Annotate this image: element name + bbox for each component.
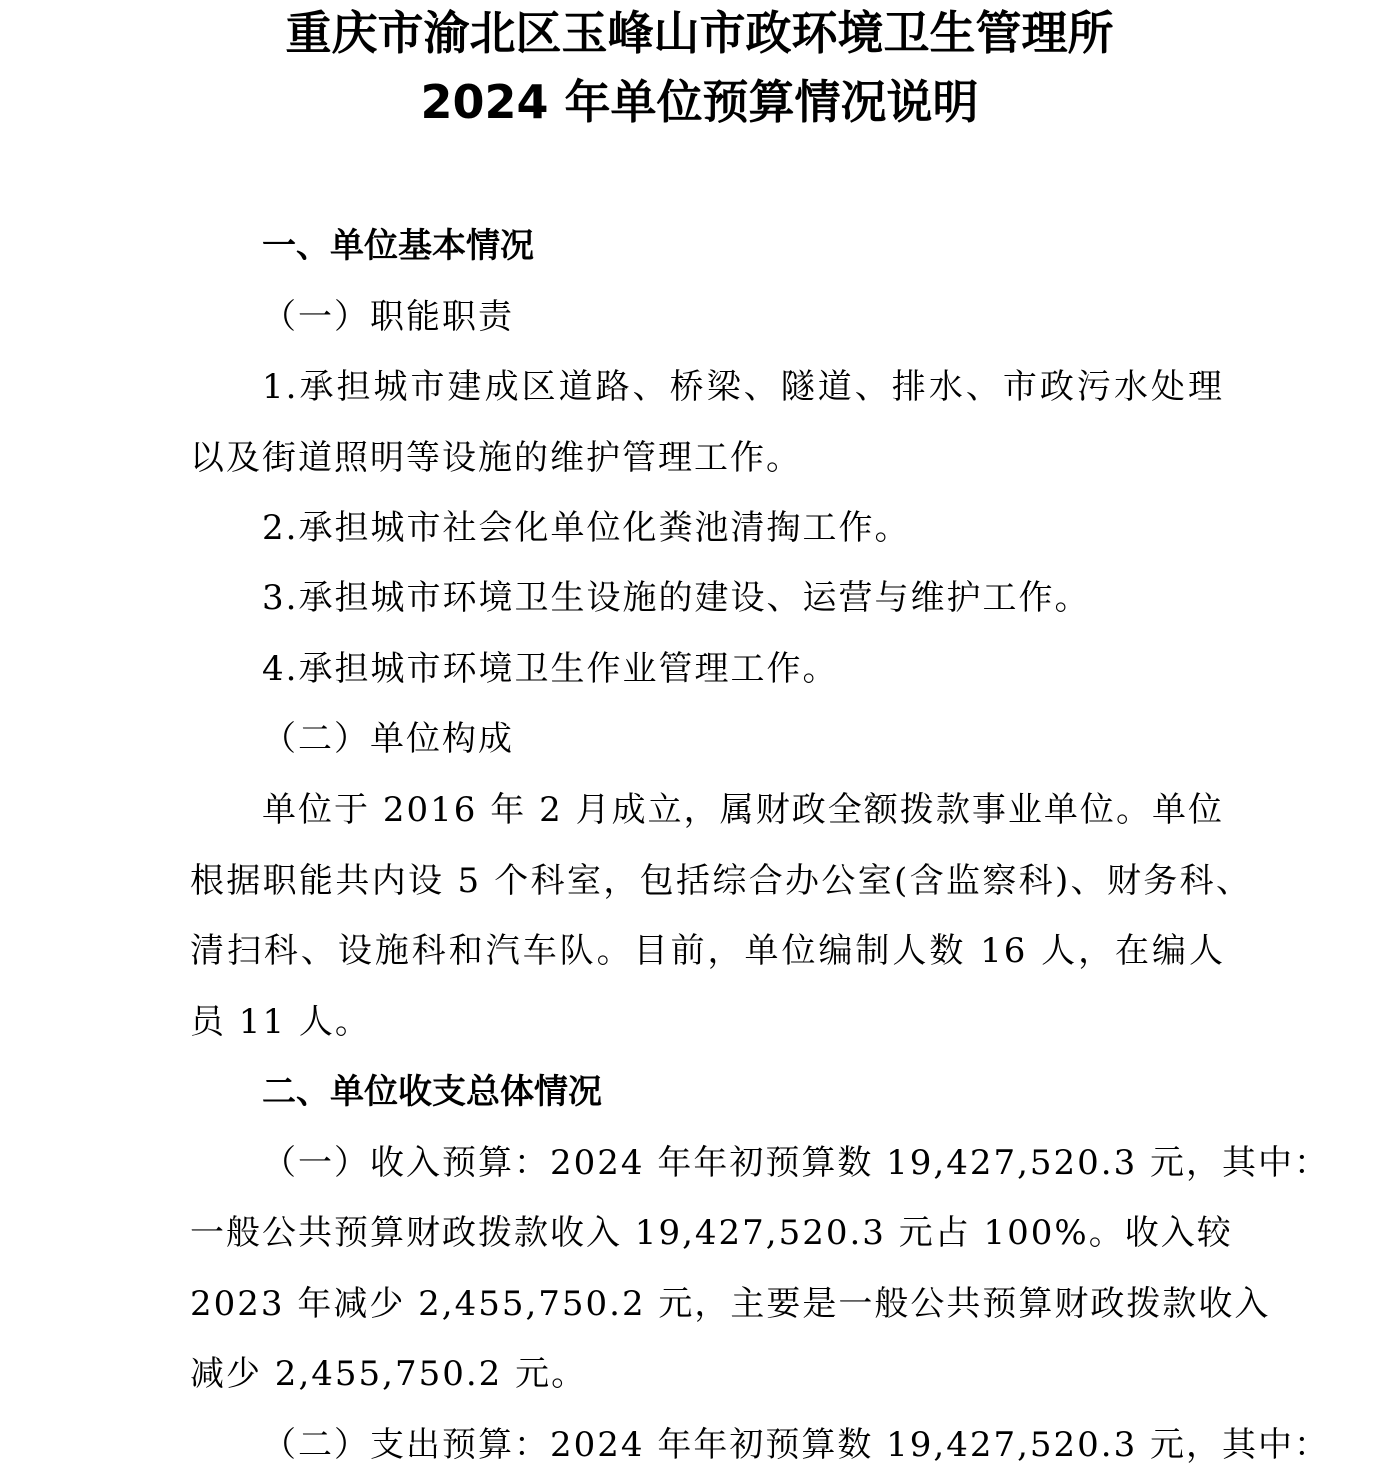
section-heading-basic-info: 一、单位基本情况 bbox=[262, 226, 534, 266]
subheading-composition: （二）单位构成 bbox=[262, 719, 514, 759]
paragraph-line: （一）收入预算：2024 年年初预算数 19,427,520.3 元，其中： bbox=[262, 1143, 1331, 1183]
subheading-functions: （一）职能职责 bbox=[262, 297, 514, 337]
paragraph-line: 清扫科、设施科和汽车队。目前，单位编制人数 16 人，在编人 bbox=[190, 931, 1225, 971]
paragraph-line: 4.承担城市环境卫生作业管理工作。 bbox=[262, 649, 839, 689]
paragraph-line: （二）支出预算：2024 年年初预算数 19,427,520.3 元，其中： bbox=[262, 1425, 1331, 1465]
document-title-line-2: 2024 年单位预算情况说明 bbox=[420, 75, 979, 129]
section-heading-income-expenditure: 二、单位收支总体情况 bbox=[262, 1072, 602, 1112]
paragraph-line: 以及街道照明等设施的维护管理工作。 bbox=[190, 438, 802, 478]
paragraph-line: 3.承担城市环境卫生设施的建设、运营与维护工作。 bbox=[262, 578, 1091, 618]
paragraph-line: 1.承担城市建成区道路、桥梁、隧道、排水、市政污水处理 bbox=[262, 367, 1224, 407]
paragraph-line: 2.承担城市社会化单位化粪池清掏工作。 bbox=[262, 508, 911, 548]
paragraph-line: 员 11 人。 bbox=[190, 1002, 371, 1042]
document-title-line-1: 重庆市渝北区玉峰山市政环境卫生管理所 bbox=[285, 6, 1114, 60]
paragraph-line: 减少 2,455,750.2 元。 bbox=[190, 1354, 588, 1394]
paragraph-line: 2023 年减少 2,455,750.2 元，主要是一般公共预算财政拨款收入 bbox=[190, 1284, 1271, 1324]
paragraph-line: 根据职能共内设 5 个科室，包括综合办公室(含监察科)、财务科、 bbox=[190, 861, 1252, 901]
paragraph-line: 单位于 2016 年 2 月成立，属财政全额拨款事业单位。单位 bbox=[262, 790, 1224, 830]
paragraph-line: 一般公共预算财政拨款收入 19,427,520.3 元占 100%。收入较 bbox=[190, 1213, 1233, 1253]
